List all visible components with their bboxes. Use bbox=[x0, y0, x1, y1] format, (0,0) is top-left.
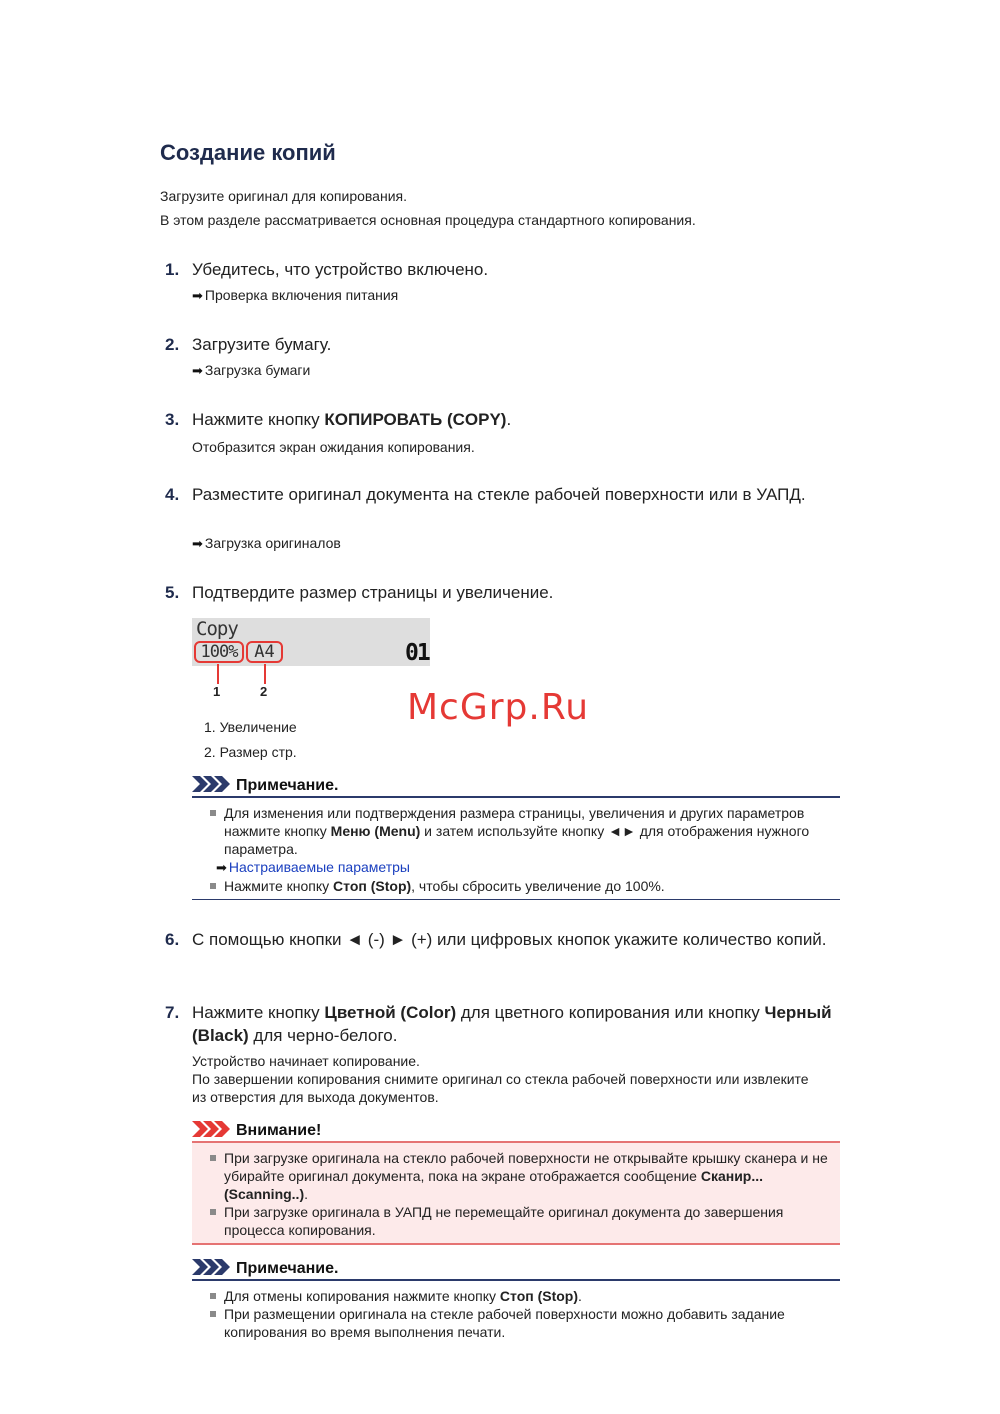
note-bullet-text: Для отмены копирования нажмите кнопку Стоп (Stop). bbox=[224, 1288, 582, 1304]
warning-bullet bbox=[192, 1149, 840, 1203]
step-4 bbox=[165, 483, 845, 506]
step-number: 2. bbox=[165, 335, 180, 354]
note-bullet-text: Для изменения или подтверждения размера страницы, увеличения и других параметров нажмите кнопку Меню (Menu) и затем используйте кнопку ◄► для отображения нужного параметра. bbox=[224, 805, 810, 857]
step-1 bbox=[165, 258, 845, 281]
legend-item-1: 1. Увеличение bbox=[204, 719, 297, 735]
link-load-paper[interactable] bbox=[192, 362, 310, 379]
chevrons-icon bbox=[192, 776, 230, 792]
step-text: Убедитесь, что устройство включено. bbox=[192, 260, 489, 279]
callout-number-2: 2 bbox=[260, 684, 268, 699]
link-power-check[interactable] bbox=[192, 287, 398, 304]
bullet-square-icon bbox=[210, 810, 216, 816]
note-bullet bbox=[192, 804, 840, 877]
step-7-sub-2: По завершении копирования снимите оригинал со стекла рабочей поверхности или извлеките из отверстия для выхода документов. bbox=[192, 1071, 809, 1105]
step-7-sub-1: Устройство начинает копирование. bbox=[192, 1053, 420, 1069]
warning-bullet-text: При загрузке оригинала в УАПД не перемещайте оригинал документа до завершения процесса копирования. bbox=[224, 1204, 784, 1238]
step-number: 4. bbox=[165, 485, 180, 504]
note-bullet-text: При размещении оригинала на стекле рабочей поверхности можно добавить задание копирования во время выполнения печати. bbox=[224, 1306, 785, 1340]
warning-bullet-text: При загрузке оригинала на стекло рабочей поверхности не открывайте крышку сканера и не убирайте оригинал документа, пока на экране отображается сообщение Сканир... (Scanning..). bbox=[224, 1150, 828, 1202]
note-heading: Примечание. bbox=[192, 776, 338, 795]
link-text[interactable]: Загрузка оригиналов bbox=[204, 535, 341, 551]
link-text[interactable]: Загрузка бумаги bbox=[204, 362, 311, 378]
callout-number-1: 1 bbox=[213, 684, 221, 699]
step-text: Нажмите кнопку Цветной (Color) для цветного копирования или кнопку Черный (Black) для черно-белого. bbox=[192, 1003, 832, 1045]
arrow-right-icon: ➡ bbox=[192, 363, 203, 378]
bullet-square-icon bbox=[210, 883, 216, 889]
lcd-copy-label: Copy bbox=[196, 618, 238, 640]
lcd-zoom-value: 100% bbox=[194, 641, 244, 663]
step-number: 7. bbox=[165, 1003, 180, 1022]
step-text: Подтвердите размер страницы и увеличение. bbox=[192, 583, 554, 602]
note-bullet bbox=[192, 1287, 840, 1305]
warning-chevrons-icon bbox=[192, 1121, 230, 1137]
warning-bullet bbox=[192, 1203, 840, 1239]
callout-line-1 bbox=[217, 664, 219, 684]
lcd-copy-count: 01 bbox=[405, 640, 429, 666]
link-text[interactable]: Проверка включения питания bbox=[204, 287, 399, 303]
intro-line-1: Загрузите оригинал для копирования. bbox=[160, 188, 407, 204]
step-5 bbox=[165, 581, 845, 604]
step-number: 3. bbox=[165, 410, 180, 429]
watermark: McGrp.Ru bbox=[407, 687, 590, 728]
note-box-2 bbox=[192, 1279, 840, 1341]
step-2 bbox=[165, 333, 845, 356]
intro-line-2: В этом разделе рассматривается основная процедура стандартного копирования. bbox=[160, 212, 696, 228]
note-bullet bbox=[192, 1305, 840, 1341]
note-box-1 bbox=[192, 796, 840, 900]
chevrons-icon bbox=[192, 1259, 230, 1275]
arrow-right-icon: ➡ bbox=[192, 288, 203, 303]
warning-box bbox=[192, 1141, 840, 1245]
page-title: Создание копий bbox=[160, 140, 336, 165]
note-heading-2: Примечание. bbox=[192, 1259, 338, 1278]
lcd-display bbox=[192, 618, 430, 666]
link-load-originals[interactable] bbox=[192, 535, 341, 552]
step-text: Загрузите бумагу. bbox=[192, 335, 332, 354]
step-number: 6. bbox=[165, 930, 180, 949]
callout-line-2 bbox=[264, 664, 266, 684]
bullet-square-icon bbox=[210, 1311, 216, 1317]
arrow-right-icon: ➡ bbox=[192, 536, 203, 551]
bullet-square-icon bbox=[210, 1209, 216, 1215]
step-number: 1. bbox=[165, 260, 180, 279]
warning-heading: Внимание! bbox=[192, 1121, 321, 1140]
bullet-square-icon bbox=[210, 1293, 216, 1299]
step-3-sub: Отобразится экран ожидания копирования. bbox=[192, 439, 475, 455]
step-7 bbox=[165, 1001, 845, 1047]
step-3 bbox=[165, 408, 845, 431]
step-text: Разместите оригинал документа на стекле рабочей поверхности или в УАПД. bbox=[192, 485, 806, 504]
arrow-right-icon: ➡ bbox=[216, 860, 227, 875]
note-bullet-text: Нажмите кнопку Стоп (Stop), чтобы сбросить увеличение до 100%. bbox=[224, 878, 665, 894]
step-text: С помощью кнопки ◄ (-) ► (+) или цифровых кнопок укажите количество копий. bbox=[192, 930, 827, 949]
link-custom-settings[interactable]: ➡ Настраиваемые параметры bbox=[216, 859, 410, 875]
step-text: Нажмите кнопку КОПИРОВАТЬ (COPY). bbox=[192, 410, 512, 429]
bullet-square-icon bbox=[210, 1155, 216, 1161]
step-number: 5. bbox=[165, 583, 180, 602]
step-6 bbox=[165, 928, 845, 951]
note-bullet bbox=[192, 877, 840, 895]
legend-item-2: 2. Размер стр. bbox=[204, 744, 297, 760]
copy-button-label: КОПИРОВАТЬ (COPY) bbox=[324, 410, 507, 429]
lcd-page-size: A4 bbox=[246, 641, 283, 663]
